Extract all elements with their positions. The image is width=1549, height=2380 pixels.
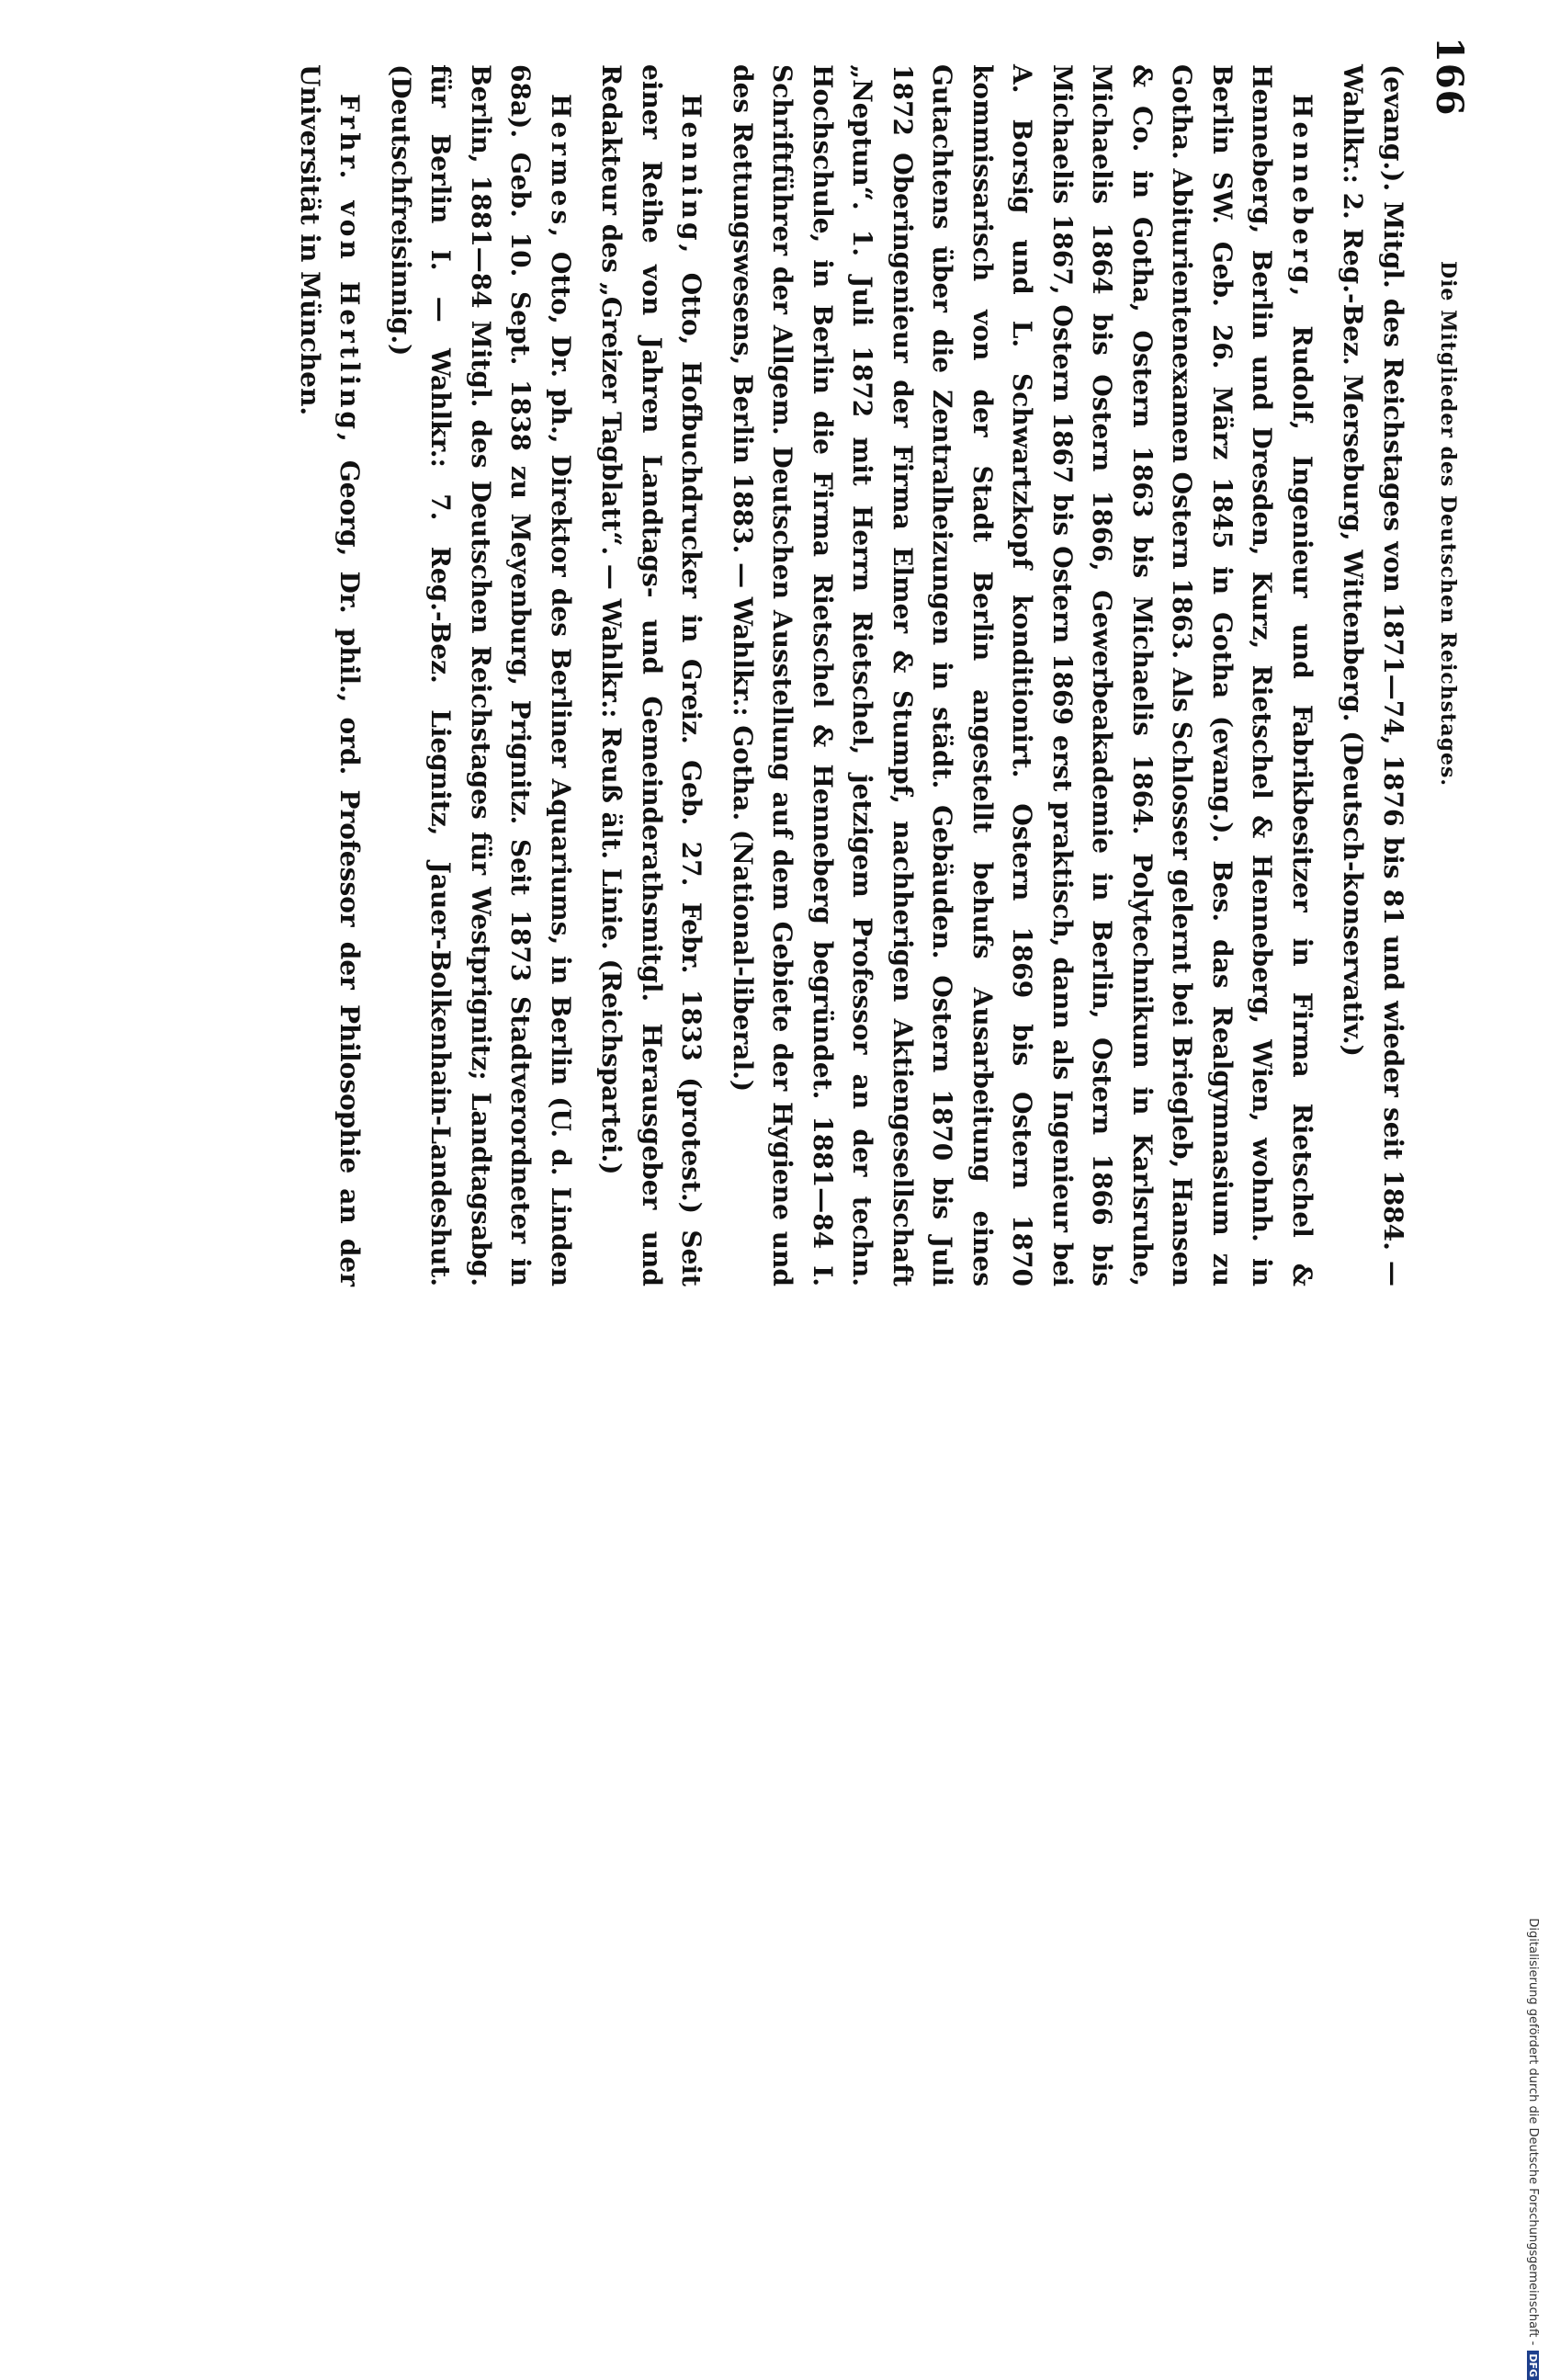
entry-text: Otto, Hofbuchdrucker in Greiz. Geb. 27. Febr. 1833 (protest.) Seit einer Reihe von Jahren Landtags- und Gemeinderathsmitgl. Herausgeber und Redakteur des „Greizer Tagblatt“. — Wahlkr.: Reuß ält. Linie. (Reichspartei.) [596,64,707,1286]
digitization-text: Digitalisierung gefördert durch die Deutsche Forschungsgemeinschaft - [1526,1918,1540,2346]
dfg-logo: DFG [1527,2351,1539,2380]
page-header [1416,37,1471,864]
entry-henneberg [723,64,1323,1286]
entry-text: Georg, Dr. phil., ord. Professor der Philosophie an der Universität in München. [295,64,366,1286]
entry-text: (evang.). Mitgl. des Reichstages von 1871—74, 1876 bis 81 und wieder seit 1884. — Wahlkr.: 2. Reg.-Bez. Merseburg, Wittenberg. (Deutsch-konservativ.) [1338,64,1408,1286]
running-head: Die Mitglieder des Deutschen Reichstages. [1436,260,1460,788]
entry-name: Hermes, [546,94,576,241]
entry-name: Henneberg, [1287,94,1317,300]
entry-hertling [290,64,370,1286]
page-body [290,64,1414,1286]
entry-hermes [381,64,582,1286]
entry-henning [592,64,712,1286]
entry-name: Henning, [676,94,707,257]
digitization-note [1526,855,1540,2380]
entry-continuation [1333,64,1413,1286]
entry-name: Frhr. von Hertling, [334,94,366,446]
entry-text: Otto, Dr. ph., Direktor des Berliner Aquariums, in Berlin (U. d. Linden 68a). Geb. 10. Sept. 1838 zu Meyenburg, Prignitz. Seit 1873 Stadtverordneter in Berlin, 1881—84 Mitgl. des Deutschen Reichstages für Westprignitz; Landtagsabg. für Berlin I. — Wahlkr.: 7. Reg.-Bez. Liegnitz, Jauer-Bolkenhain-Landeshut. (Deutschfreisinnig.) [386,64,576,1286]
entry-text: Rudolf, Ingenieur und Fabrikbesitzer in Firma Rietschel & Henneberg, Berlin und Dresden, Kurz, Rietschel & Henneberg, Wien, wohnh. in Berlin SW. Geb. 26. März 1845 in Gotha (evang.). Bes. das Realgymnasium zu Gotha. Abiturientenexamen Ostern 1863. Als Schlosser gelernt bei Briegleb, Hansen & Co. in Gotha, Ostern 1863 bis Michaelis 1864. Polytechnikum in Karlsruhe, Michaelis 1864 bis Ostern 1866, Gewerbeakademie in Berlin, Ostern 1866 bis Michaelis 1867, Ostern 1867 bis Ostern 1869 erst praktisch, dann als Ingenieur bei A. Borsig und L. Schwartzkopf konditionirt. Ostern 1869 bis Ostern 1870 kommissarisch von der Stadt Berlin angestellt behufs Ausarbeitung eines Gutachtens über die Zentralheizungen in städt. Gebäuden. Ostern 1870 bis Juli 1872 Oberingenieur der Firma Elmer & Stumpf, nachherigen Aktiengesellschaft „Neptun“. 1. Juli 1872 mit Herrn Rietschel, jetzigem Professor an der techn. Hochschule, in Berlin die Firma Rietschel & Henneberg begründet. 1881—84 I. Schriftführer der Allgem. Deutschen Ausstellung auf dem Gebiete der Hygiene und des Rettungswesens, Berlin 1883. — Wahlkr.: Gotha. (National-liberal.) [728,64,1317,1286]
page-number: 166 [1428,37,1471,117]
